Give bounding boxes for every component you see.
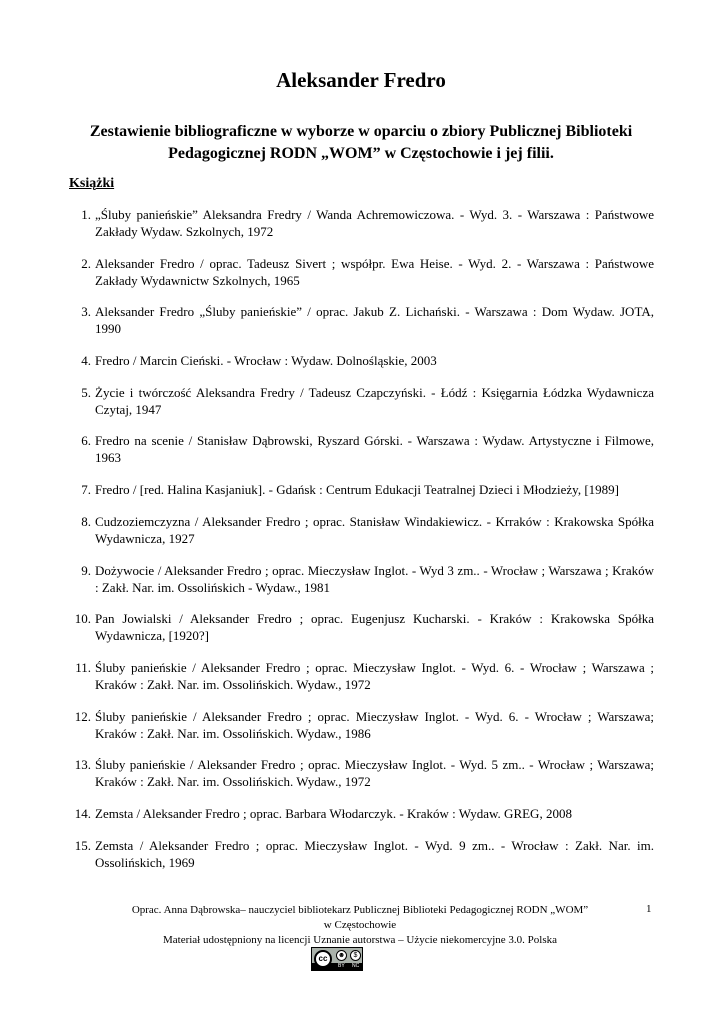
book-entry-text: Aleksander Fredro / oprac. Tadeusz Sivert ; współpr. Ewa Heise. - Wyd. 2. - Warszawa : Państwowe Zakłady Wydawnictw Szkolnych, 1965: [95, 255, 654, 288]
book-entry: [62, 384, 654, 418]
book-entry: [62, 708, 654, 742]
book-entry-text: Fredro / [red. Halina Kasjaniuk]. - Gdańsk : Centrum Edukacji Teatralnej Dzieci i Młodzieży, [1989]: [95, 482, 619, 498]
book-entry: [62, 255, 654, 289]
book-entry-text: Dożywocie / Aleksander Fredro ; oprac. Mieczysław Inglot. - Wyd 3 zm.. - Wrocław ; Warszawa ; Kraków : Zakł. Nar. im. Ossolińskich - Wydaw., 1981: [95, 562, 654, 595]
document-subtitle: Zestawienie bibliograficzne w wyborze w oparciu o zbiory Publicznej Biblioteki Pedagogicznej RODN „WOM” w Częstochowie i jej filii.: [89, 123, 633, 162]
book-entry-number: 7.: [81, 482, 91, 498]
book-entry-text: Pan Jowialski / Aleksander Fredro ; oprac. Eugenjusz Kucharski. - Kraków : Krakowska Spółka Wydawnicza, [1920?]: [95, 611, 654, 644]
book-entry-text: Aleksander Fredro „Śluby panieńskie” / oprac. Jakub Z. Lichański. - Warszawa : Dom Wydaw. JOTA, 1990: [95, 304, 654, 337]
nc-dollar-icon: $: [350, 950, 361, 961]
book-entry: [62, 432, 654, 466]
book-entry-number: 9.: [81, 562, 91, 578]
book-entry: [62, 481, 654, 498]
book-entry-text: Zemsta / Aleksander Fredro ; oprac. Barbara Włodarczyk. - Kraków : Wydaw. GREG, 2008: [95, 805, 572, 821]
book-entry-text: Fredro na scenie / Stanisław Dąbrowski, Ryszard Górski. - Warszawa : Wydaw. Artystyczne i Filmowe, 1963: [95, 433, 654, 466]
section-heading-books: Książki: [69, 176, 115, 191]
footer-author-line-2: w Częstochowie: [323, 919, 397, 931]
footer-license-line: Materiał udostępniony na licencji Uznanie autorstwa – Użycie niekomercyjne 3.0. Polska: [162, 934, 558, 946]
book-entry-number: 5.: [81, 384, 91, 400]
book-entry-text: „Śluby panieńskie” Aleksandra Fredry / Wanda Achremowiczowa. - Wyd. 3. - Warszawa : Państwowe Zakłady Wydaw. Szkolnych, 1972: [95, 207, 654, 239]
by-person-icon: ☻: [337, 952, 346, 959]
book-entry-text: Zemsta / Aleksander Fredro ; oprac. Mieczysław Inglot. - Wyd. 9 zm.. - Wrocław : Zakł. Nar. im. Ossolińskich, 1969: [95, 837, 654, 870]
book-entry: [62, 513, 654, 547]
book-entry-number: 6.: [81, 433, 91, 449]
cc-icon: cc: [314, 950, 332, 968]
book-entry: [62, 562, 654, 596]
book-entry-number: 2.: [81, 255, 91, 271]
book-entry-number: 11.: [75, 659, 91, 675]
footer-author-line-1: Oprac. Anna Dąbrowska– nauczyciel bibliotekarz Publicznej Biblioteki Pedagogicznej RODN „WOM”: [131, 904, 589, 916]
book-entry-text: Życie i twórczość Aleksandra Fredry / Tadeusz Czapczyński. - Łódź : Księgarnia Łódzka Wydawnicza Czytaj, 1947: [95, 384, 654, 417]
book-entry: [62, 206, 654, 240]
cc-by-nc-license-badge[interactable]: [311, 947, 363, 971]
badge-by-label: BY: [338, 963, 345, 969]
book-entry-text: Śluby panieńskie / Aleksander Fredro ; oprac. Mieczysław Inglot. - Wyd. 5 zm.. - Wrocław ; Warszawa; Kraków : Zakł. Nar. im. Ossolińskich. Wydaw., 1972: [95, 757, 654, 790]
book-entry-number: 12.: [74, 708, 91, 724]
document-title: Aleksander Fredro: [276, 68, 446, 92]
book-entry: [62, 805, 654, 822]
book-entry: [62, 352, 654, 369]
footer: [90, 903, 630, 948]
book-entry-number: 14.: [74, 805, 91, 821]
book-entry: [62, 303, 654, 337]
book-list: [62, 206, 654, 885]
book-entry: [62, 659, 654, 693]
book-entry-text: Śluby panieńskie / Aleksander Fredro ; oprac. Mieczysław Inglot. - Wyd. 6. - Wrocław ; Warszawa; Kraków : Zakł. Nar. im. Ossolińskich. Wydaw., 1986: [95, 708, 654, 741]
book-entry-number: 15.: [74, 837, 91, 853]
page-number: 1: [646, 903, 652, 915]
book-entry: [62, 610, 654, 644]
book-entry-number: 4.: [81, 353, 91, 369]
book-entry: [62, 837, 654, 871]
book-entry-text: Fredro / Marcin Cieński. - Wrocław : Wydaw. Dolnośląskie, 2003: [95, 353, 437, 369]
badge-nc-label: NC: [352, 963, 360, 969]
book-entry-number: 1.: [81, 207, 91, 222]
book-entry-number: 13.: [74, 757, 91, 773]
book-entry: [62, 756, 654, 790]
book-entry-number: 3.: [81, 304, 91, 320]
book-entry-text: Śluby panieńskie / Aleksander Fredro ; oprac. Mieczysław Inglot. - Wyd. 6. - Wrocław ; Warszawa ; Kraków : Zakł. Nar. im. Ossolińskich. Wydaw., 1972: [95, 659, 654, 692]
book-entry-text: Cudzoziemczyzna / Aleksander Fredro ; oprac. Stanisław Windakiewicz. - Krraków : Krakowska Spółka Wydawnicza, 1927: [95, 513, 654, 546]
book-entry-number: 10.: [74, 611, 91, 627]
book-entry-number: 8.: [81, 513, 91, 529]
